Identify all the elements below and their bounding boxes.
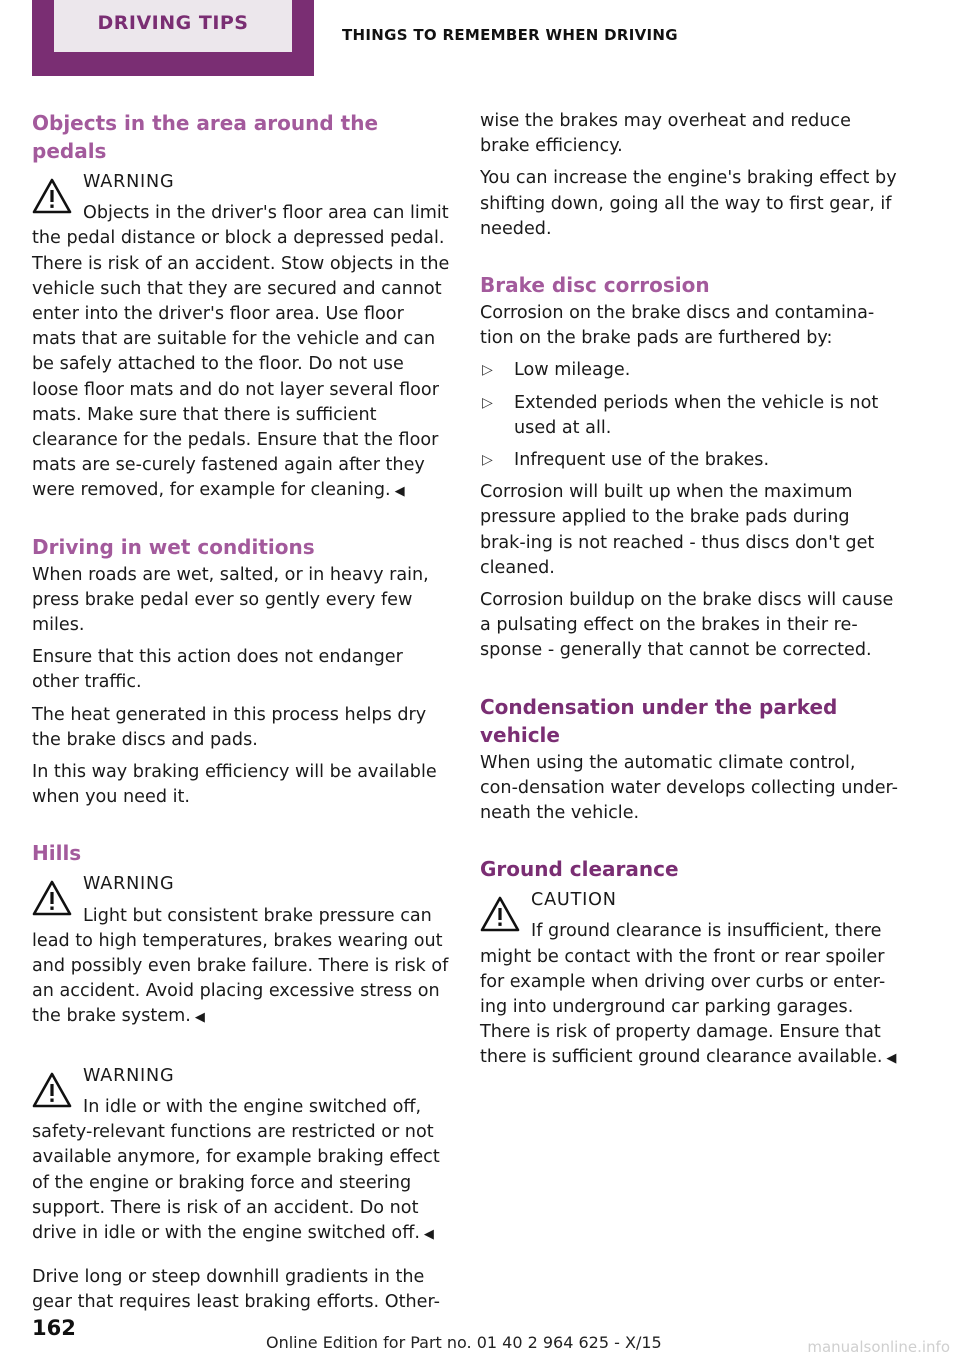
heading-wet-conditions: Driving in wet conditions	[32, 534, 315, 559]
edition-footer: Online Edition for Part no. 01 40 2 964 625 - X/15	[266, 1333, 662, 1352]
list-item: ▷ Infrequent use of the brakes.	[480, 448, 898, 473]
warning-text: Objects in the driver's floor area can limit the pedal distance or block a depressed pedal. There is risk of an accident. Stow objects in the vehicle such that they are secured and cannot enter into the driver's floor area. Use floor mats that are suitable for the vehicle and can be safely attached to the floor. Do not use loose floor mats and do not layer several floor mats. Make sure that there is sufficient clearance for the pedals. Ensure that the floor mats are se-curely fastened again after they were removed, for example for cleaning.	[32, 203, 450, 501]
right-column	[480, 109, 898, 1078]
paragraph: You can increase the engine's braking effect by shifting down, going all the way to first gear, if needed.	[480, 168, 897, 239]
heading-pedals: Objects in the area around the pedals	[32, 111, 379, 163]
section-title: THINGS TO REMEMBER WHEN DRIVING	[342, 26, 678, 44]
heading-hills: Hills	[32, 841, 82, 866]
paragraph: Corrosion on the brake discs and contamina-tion on the brake pads are furthered by:	[480, 303, 875, 349]
paragraph: In this way braking efficiency will be available when you need it.	[32, 762, 437, 808]
warning-triangle-icon	[32, 1072, 72, 1108]
watermark: manualsonline.info	[807, 1338, 950, 1356]
end-mark-icon: ◀	[394, 484, 405, 500]
chapter-tab	[32, 0, 314, 76]
paragraph: When roads are wet, salted, or in heavy rain, press brake pedal ever so gently every few miles.	[32, 564, 429, 636]
end-mark-icon: ◀	[886, 1051, 897, 1067]
warning-text: In idle or with the engine switched off, safety-relevant functions are restricted or not available anymore, for example braking effect of the engine or braking force and steering support. There is risk of an accident. Do not drive in idle or with the engine switched off.	[32, 1096, 440, 1243]
paragraph: wise the brakes may overheat and reduce brake efficiency.	[480, 111, 851, 157]
paragraph: Ensure that this action does not endanger other traffic.	[32, 647, 403, 693]
warning-text: Light but consistent brake pressure can lead to high temperatures, brakes wearing out and possibly even brake failure. There is risk of an accident. Avoid placing excessive stress on the brake system.	[32, 905, 449, 1027]
warning-label: WARNING	[83, 172, 175, 192]
left-column	[32, 109, 450, 1323]
warning-block-pedals	[32, 170, 450, 505]
caution-text: If ground clearance is insufficient, there might be contact with the front or rear spoiler for example when driving over curbs or enter-ing into underground car parking garages. There is risk of property damage. Ensure that there is sufficient ground clearance available.	[480, 921, 886, 1068]
list-item: ▷ Low mileage.	[480, 358, 898, 383]
heading-condensation: Condensation under the parked vehicle	[480, 694, 838, 747]
end-mark-icon: ◀	[423, 1226, 434, 1242]
caution-triangle-icon	[480, 896, 520, 932]
end-mark-icon: ◀	[194, 1010, 205, 1026]
warning-label: WARNING	[83, 874, 175, 895]
paragraph: Corrosion buildup on the brake discs will cause a pulsating effect on the brakes in their re-sponse - generally that cannot be corrected.	[480, 590, 894, 661]
warning-block-idle	[32, 1064, 450, 1247]
bullet-arrow-icon: ▷	[482, 362, 493, 379]
heading-brake-disc-corrosion: Brake disc corrosion	[480, 273, 710, 298]
paragraph: When using the automatic climate control, con-densation water develops collecting under-neath the vehicle.	[480, 752, 899, 824]
paragraph: Drive long or steep downhill gradients in the gear that requires least braking efforts. Other-	[32, 1267, 440, 1313]
page-number: 162	[32, 1316, 76, 1340]
warning-block-hills	[32, 872, 450, 1030]
warning-label: WARNING	[83, 1065, 175, 1086]
heading-ground-clearance: Ground clearance	[480, 857, 679, 882]
caution-block-ground-clearance	[480, 888, 898, 1071]
chapter-title: DRIVING TIPS	[54, 0, 292, 52]
warning-triangle-icon	[32, 880, 72, 916]
bullet-arrow-icon: ▷	[482, 394, 493, 411]
warning-triangle-icon	[32, 178, 72, 214]
paragraph: Corrosion will built up when the maximum pressure applied to the brake pads during brak-ing is not reached - thus discs don't get cleaned.	[480, 482, 875, 578]
list-item: ▷ Extended periods when the vehicle is not used at all.	[482, 392, 879, 438]
caution-label: CAUTION	[531, 890, 617, 911]
corrosion-factor-list	[480, 358, 898, 473]
bullet-arrow-icon: ▷	[482, 452, 493, 469]
paragraph: The heat generated in this process helps dry the brake discs and pads.	[32, 704, 427, 750]
